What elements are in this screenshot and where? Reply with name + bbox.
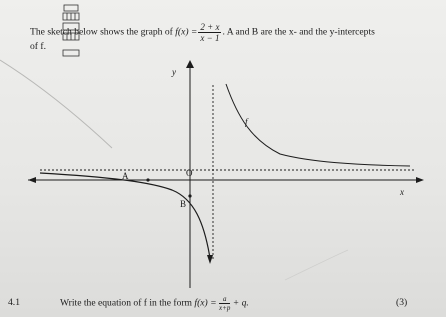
point-b-marker (188, 194, 191, 197)
question-marks: (3) (396, 297, 408, 308)
intro-text-end: . A and B are the x- and the y-intercepts (222, 26, 375, 38)
curve-branch-left (40, 173, 210, 258)
x-axis-left-arrow (28, 177, 36, 183)
question-number: 4.1 (8, 297, 20, 308)
form-fraction (219, 295, 230, 312)
form-numerator: a (219, 295, 230, 304)
x-axis-arrow (416, 177, 424, 183)
y-axis-arrow (186, 60, 194, 68)
curve-label: f (245, 117, 248, 127)
origin-label: O (186, 168, 193, 178)
curve-left-arrow (207, 255, 213, 264)
function-fraction (198, 22, 221, 43)
intro-line-2: of f. (30, 41, 46, 52)
point-b-label: B (180, 199, 187, 209)
form-denominator: x+p (219, 304, 231, 312)
form-lhs: f(x) = (194, 297, 217, 309)
y-axis-label: y (172, 67, 176, 77)
question-prompt: Write the equation of f in the form (60, 297, 195, 309)
curve-branch-right (226, 84, 410, 166)
intro-text-start: The sketch below shows the graph of (30, 26, 176, 38)
shadow-line-bottom (285, 250, 348, 280)
form-tail: + q. (232, 297, 249, 309)
point-a-marker (146, 178, 149, 181)
fraction-numerator: 2 + x (200, 22, 220, 32)
question-text (60, 295, 249, 312)
x-axis-label: x (400, 187, 404, 197)
fraction-denominator: x − 1 (200, 33, 220, 43)
point-a-label: A (122, 171, 129, 181)
intro-sentence (30, 22, 375, 43)
function-graph (0, 55, 446, 290)
shadow-line-left (0, 60, 112, 148)
function-lhs: f(x) = (175, 26, 198, 38)
